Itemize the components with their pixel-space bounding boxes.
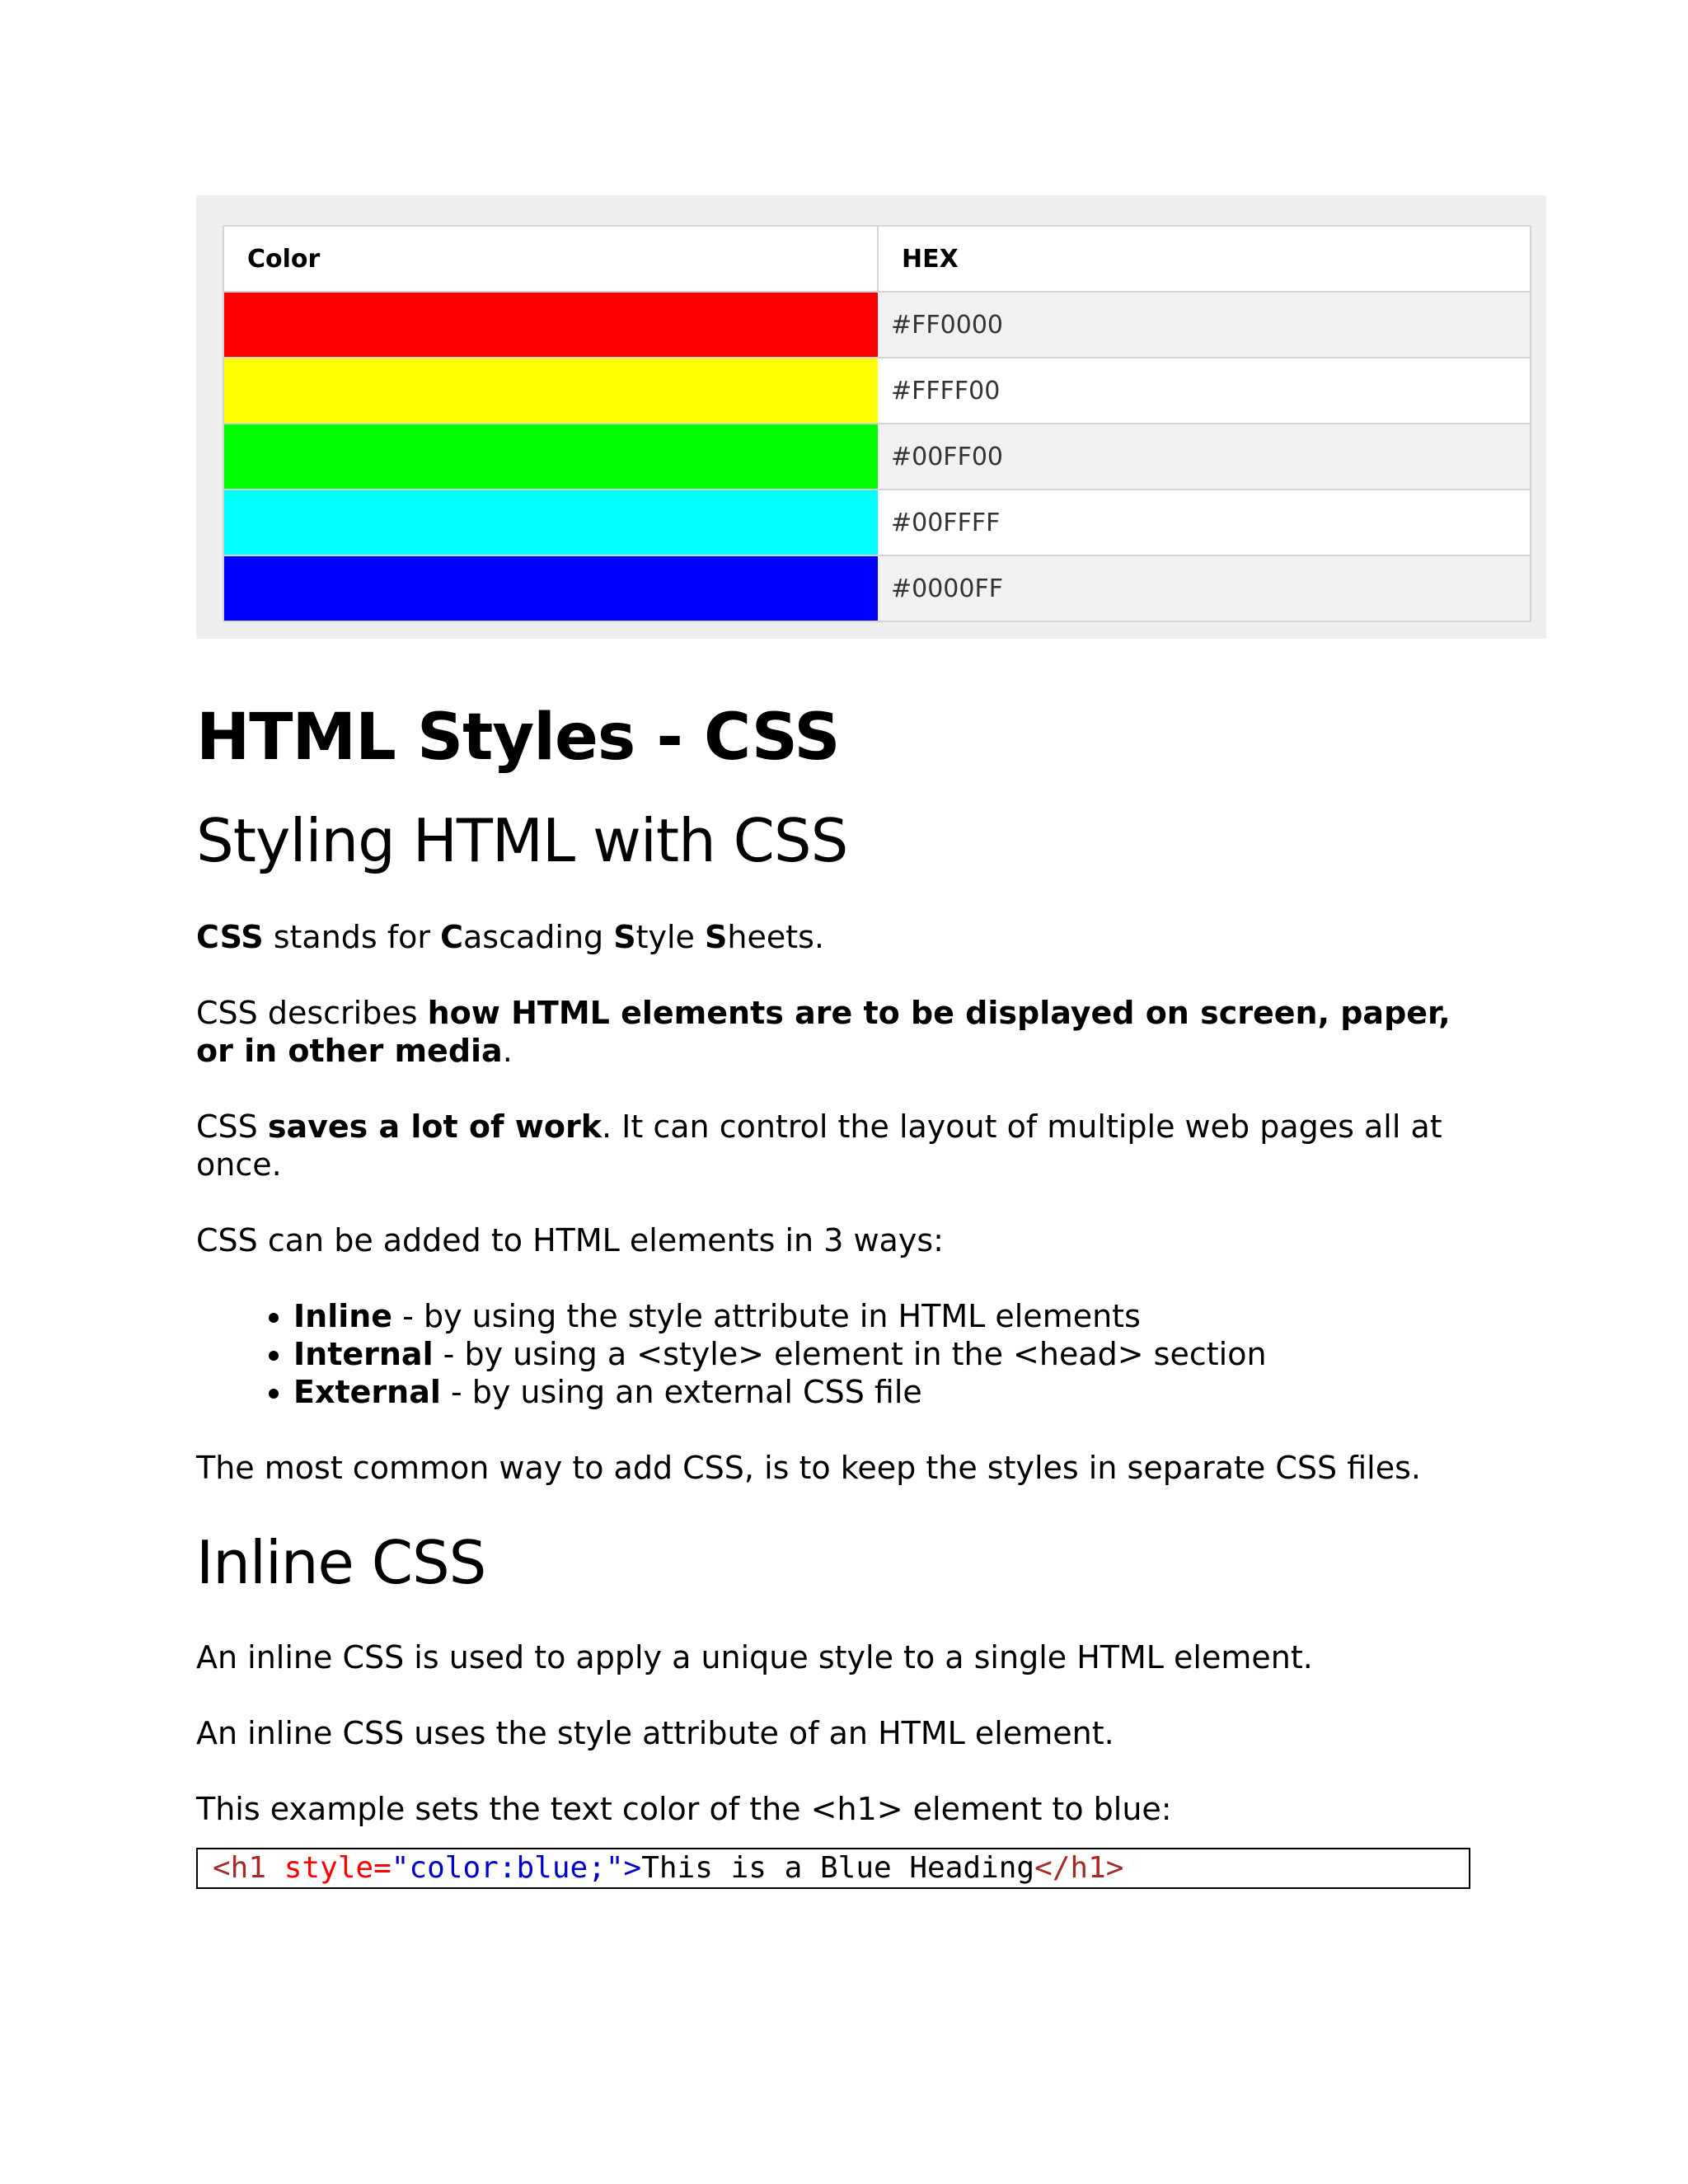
color-swatch — [223, 292, 878, 358]
text: - by using a <style> element in the <head> section — [433, 1336, 1267, 1372]
text: stands for — [263, 919, 441, 955]
paragraph-example-blue: This example sets the text color of the <h1> element to blue: — [196, 1791, 1172, 1827]
article-content — [196, 692, 1515, 1889]
text: . — [502, 1033, 513, 1069]
section-title-inline-css: Inline CSS — [196, 1528, 486, 1597]
bold-text: Internal — [293, 1336, 434, 1372]
code-open-tag: <h1 — [213, 1851, 267, 1885]
color-swatch — [223, 490, 878, 555]
bold-text: saves a lot of work — [267, 1108, 603, 1145]
code-equals: = — [373, 1851, 392, 1885]
color-swatch — [223, 358, 878, 424]
paragraph-three-ways: CSS can be added to HTML elements in 3 ways: — [196, 1222, 944, 1258]
section-title-styling: Styling HTML with CSS — [196, 806, 848, 875]
paragraph-saves-work — [196, 1108, 1482, 1183]
page-title: HTML Styles - CSS — [196, 701, 840, 775]
ways-list — [196, 1297, 1515, 1411]
color-table-panel — [196, 195, 1546, 639]
bold-text: S — [613, 919, 636, 955]
table-row — [223, 358, 1531, 424]
color-table — [223, 225, 1531, 622]
code-space — [266, 1851, 284, 1885]
bold-text: how HTML elements are to be displayed on screen, paper, or in other media — [196, 995, 1451, 1069]
text: CSS describes — [196, 995, 428, 1031]
list-item — [293, 1297, 1515, 1335]
code-text: This is a Blue Heading — [641, 1851, 1035, 1885]
hex-value: #0000FF — [878, 555, 1531, 621]
header-hex: HEX — [878, 226, 1531, 292]
text: tyle — [635, 919, 706, 955]
paragraph-inline-unique: An inline CSS is used to apply a unique style to a single HTML element. — [196, 1639, 1313, 1675]
bold-text: C — [440, 919, 463, 955]
hex-value: #FFFF00 — [878, 358, 1531, 424]
hex-value: #00FF00 — [878, 424, 1531, 490]
list-item — [293, 1373, 1515, 1411]
paragraph-css-acronym — [196, 918, 1482, 956]
bold-text: External — [293, 1374, 441, 1410]
text: heets. — [727, 919, 825, 955]
hex-value: #00FFFF — [878, 490, 1531, 555]
text: . It can control the layout of multiple web pages all at once. — [196, 1108, 1442, 1183]
hex-value: #FF0000 — [878, 292, 1531, 358]
code-close-bracket: > — [623, 1851, 642, 1885]
bold-text: Inline — [293, 1298, 393, 1334]
text: - by using an external CSS file — [440, 1374, 922, 1410]
table-row — [223, 424, 1531, 490]
table-row — [223, 490, 1531, 555]
bold-text: S — [705, 919, 728, 955]
paragraph-inline-attribute: An inline CSS uses the style attribute of an HTML element. — [196, 1715, 1114, 1751]
text: ascading — [463, 919, 614, 955]
paragraph-most-common: The most common way to add CSS, is to keep the styles in separate CSS files. — [196, 1450, 1421, 1486]
text: CSS — [196, 1108, 268, 1145]
code-attribute: style — [284, 1851, 374, 1885]
header-color: Color — [223, 226, 878, 292]
table-row — [223, 555, 1531, 621]
code-attribute-value: "color:blue;" — [391, 1851, 624, 1885]
paragraph-css-describes — [196, 994, 1482, 1070]
color-swatch — [223, 424, 878, 490]
table-row — [223, 292, 1531, 358]
list-item — [293, 1335, 1515, 1373]
table-header-row — [223, 226, 1531, 292]
text: - by using the style attribute in HTML elements — [392, 1298, 1141, 1334]
code-example — [196, 1848, 1470, 1889]
color-swatch — [223, 555, 878, 621]
code-end-tag: </h1> — [1034, 1851, 1124, 1885]
bold-text: CSS — [196, 919, 264, 955]
